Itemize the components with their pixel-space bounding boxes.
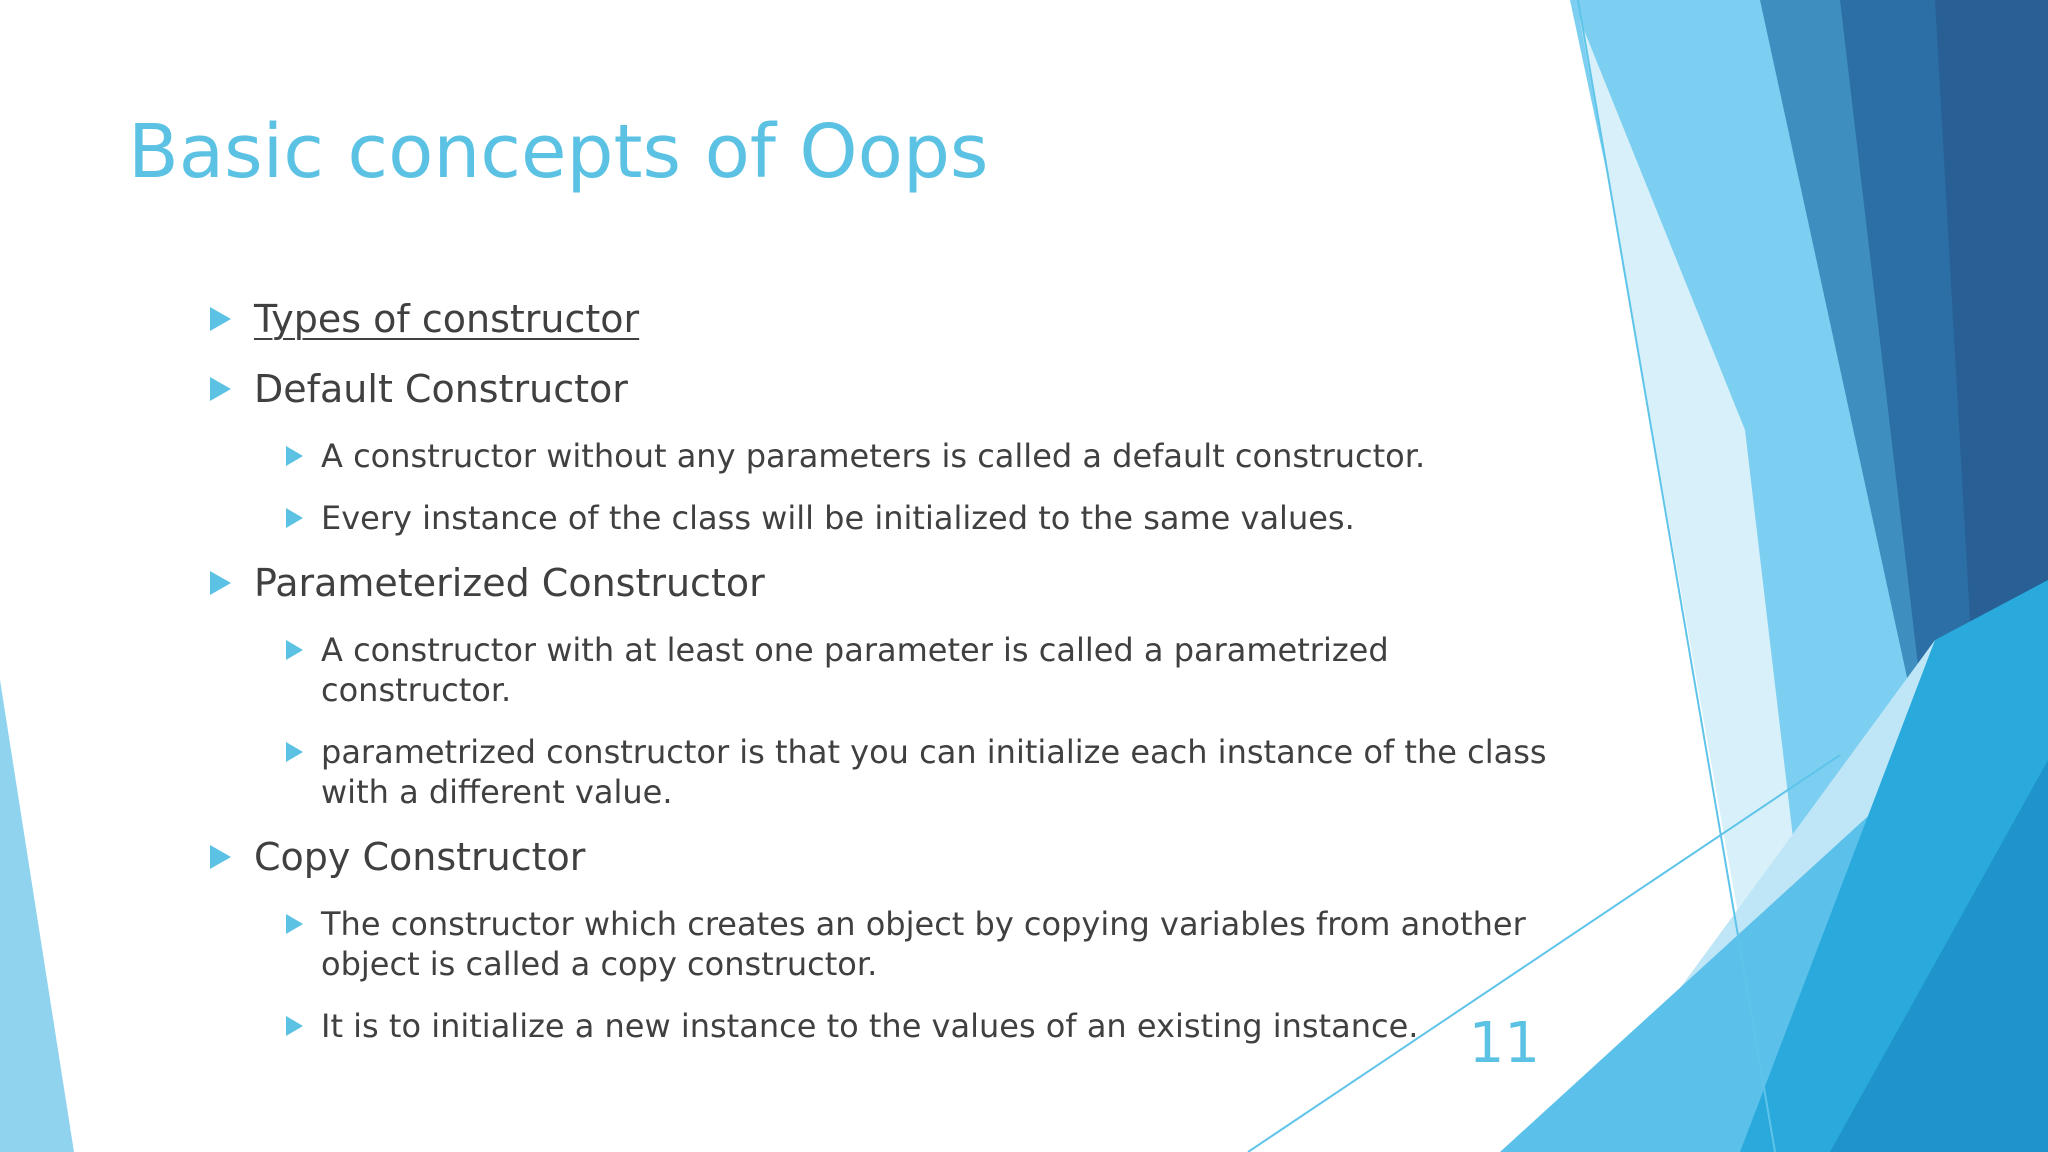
triangle-right-icon [210, 307, 231, 331]
slide-title: Basic concepts of Oops [128, 109, 989, 195]
triangle-right-icon [286, 508, 303, 528]
bullet-text: A constructor without any parameters is called a default constructor. [321, 437, 1426, 475]
page-number: 11 [1468, 1011, 1540, 1076]
list-item [284, 904, 1548, 984]
triangle-right-icon [210, 845, 231, 869]
triangle-right-icon [210, 377, 231, 401]
bullet-list [208, 296, 1548, 1068]
list-item [284, 498, 1548, 538]
list-item [208, 834, 1548, 880]
triangle-right-icon [210, 571, 231, 595]
triangle-right-icon [286, 914, 303, 934]
bullet-text: It is to initialize a new instance to the values of an existing instance. [321, 1007, 1419, 1045]
bullet-text: The constructor which creates an object by copying variables from another object is called a copy constructor. [321, 905, 1526, 983]
list-item [284, 732, 1548, 812]
bullet-text: Types of constructor [254, 297, 640, 341]
list-item [208, 560, 1548, 606]
list-item [208, 296, 1548, 342]
bullet-text: Every instance of the class will be initialized to the same values. [321, 499, 1355, 537]
bullet-text: Copy Constructor [254, 835, 586, 879]
bullet-text: Parameterized Constructor [254, 561, 765, 605]
bullet-text: A constructor with at least one parameter is called a parametrized constructor. [321, 631, 1389, 709]
triangle-right-icon [286, 640, 303, 660]
list-item [208, 366, 1548, 412]
list-item [284, 436, 1548, 476]
triangle-right-icon [286, 446, 303, 466]
left-edge-shape [0, 680, 74, 1152]
list-item [284, 630, 1548, 710]
triangle-right-icon [286, 742, 303, 762]
bullet-text: parametrized constructor is that you can initialize each instance of the class with a different value. [321, 733, 1547, 811]
triangle-right-icon [286, 1016, 303, 1036]
bullet-text: Default Constructor [254, 367, 628, 411]
list-item [284, 1006, 1548, 1046]
